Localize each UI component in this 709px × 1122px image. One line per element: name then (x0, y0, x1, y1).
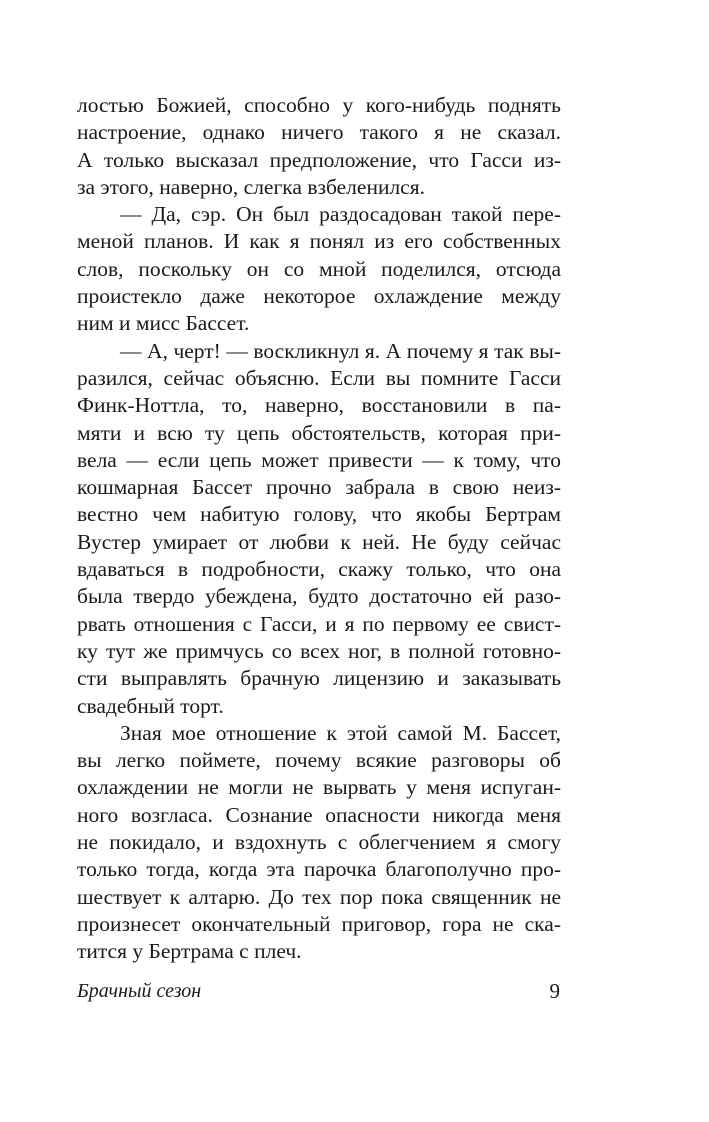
text-line: А только высказал предположение, что Гасси из- (77, 147, 561, 172)
running-footer-title: Брачный сезон (77, 980, 202, 1002)
text-line: — А, черт! — воскликнул я. А почему я так вы- (120, 338, 561, 363)
text-line: за этого, наверно, слегка взбеленился. (77, 174, 425, 199)
text-line: ку тут же примчусь со всех ног, в полной готовно- (77, 638, 561, 663)
text-line: меной планов. И как я понял из его собственных (77, 229, 561, 254)
text-line: ного возгласа. Сознание опасности никогда меня (77, 802, 561, 827)
text-line: Вустер умирает от любви к ней. Не буду сейчас (77, 529, 561, 554)
text-line: сти выправлять брачную лицензию и заказывать (77, 666, 561, 691)
text-line: ним и мисс Бассет. (77, 311, 250, 336)
text-line: разился, сейчас объясню. Если вы помните Гасси (77, 365, 561, 390)
text-line: охлаждении не могли не вырвать у меня испуган- (77, 775, 561, 800)
text-line: вы легко поймете, почему всякие разговоры об (77, 748, 561, 773)
text-line: слов, поскольку он со мной поделился, отсюда (77, 256, 561, 281)
text-line: мяти и всю ту цепь обстоятельств, которая при- (77, 420, 561, 445)
text-line: вела — если цепь может привести — к тому, что (77, 447, 561, 472)
text-line: свадебный торт. (77, 693, 224, 718)
text-line: лостью Божией, способно у кого-нибудь поднять (77, 93, 561, 117)
page-number: 9 (549, 979, 560, 1003)
text-line: вдаваться в подробности, скажу только, что она (77, 557, 561, 582)
text-line: — Да, сэр. Он был раздосадован такой пере- (120, 202, 561, 227)
text-line: не покидало, и вздохнуть с облегчением я смогу (77, 830, 561, 855)
text-line: шествует к алтарю. До тех пор пока священник не (77, 884, 561, 909)
text-line: проистекло даже некоторое охлаждение между (77, 284, 561, 309)
text-line: произнесет окончательный приговор, гора не ска- (77, 911, 561, 936)
body-text (77, 92, 561, 966)
text-line: рвать отношения с Гасси, и я по первому ее свист- (77, 611, 561, 636)
text-line: вестно чем набитую голову, что якобы Бертрам (77, 502, 561, 527)
text-line: Финк-Ноттла, то, наверно, восстановили в па- (77, 393, 561, 418)
text-line: была твердо убеждена, будто достаточно ей разо- (77, 584, 561, 609)
text-line: только тогда, когда эта парочка благополучно про- (77, 857, 561, 882)
text-line: тится у Бертрама с плеч. (77, 939, 302, 964)
text-line: кошмарная Бассет прочно забрала в свою неиз- (77, 475, 561, 500)
text-line: Зная мое отношение к этой самой М. Бассет, (120, 720, 561, 745)
text-line: настроение, однако ничего такого я не сказал. (77, 120, 561, 145)
